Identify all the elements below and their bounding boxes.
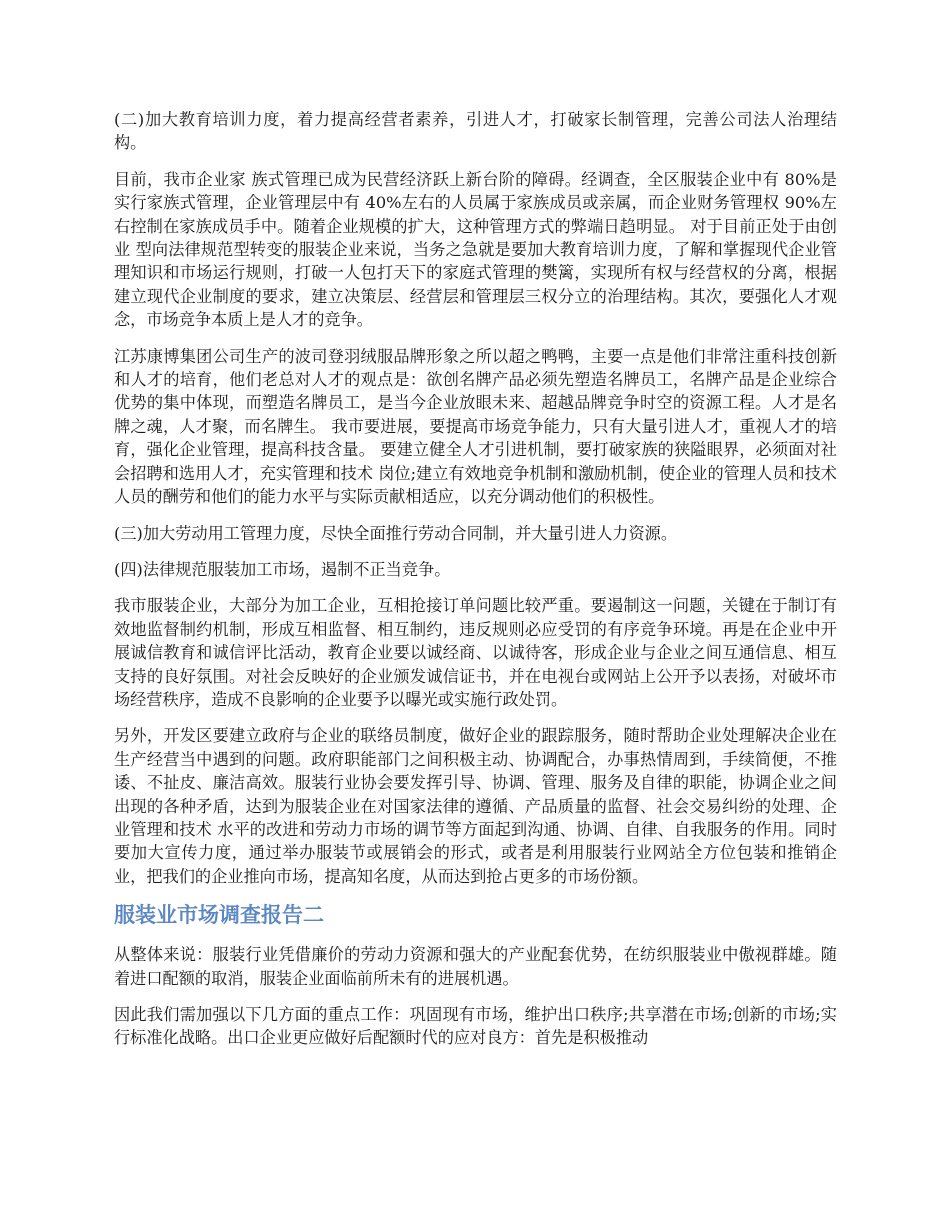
paragraph-key-work: 因此我们需加强以下几方面的重点工作：巩固现有市场，维护出口秩序;共享潜在市场;创新的市场;实行标准化战略。出口企业更应做好后配额时代的应对良方：首先是积极推动: [114, 1005, 837, 1048]
paragraph-talent-example: 江苏康博集团公司生产的波司登羽绒服品牌形象之所以超之鸭鸭，主要一点是他们非常注重科技创新和人才的培育，他们老总对人才的观点是：欲创名牌产品必须先塑造名牌员工，名牌产品是企业综合优势的集中体现，而塑造名牌员工，是当今企业放眼未来、超越品牌竞争时空的资源工程。人才是名牌之魂，人才聚，而名牌生。 我市要进展，要提高市场竞争能力，只有大量引进人才，重视人才的培育，强化企业管理，提高科技含量。 要建立健全人才引进机制，要打破家族的狭隘眼界，必须面对社会招聘和选用人才，充实管理和技术 岗位;建立有效地竞争机制和激励机制，使企业的管理人员和技术 人员的酬劳和他们的能力水平与实际贡献相适应，以充分调动他们的积极性。: [114, 346, 837, 507]
paragraph-liaison-system: 另外，开发区要建立政府与企业的联络员制度，做好企业的跟踪服务，随时帮助企业处理解决企业在生产经营当中遇到的问题。政府职能部门之间积极主动、协调配合，办事热情周到，手续简便，不推诿、不扯皮、廉洁高效。服装行业协会要发挥引导、协调、管理、服务及自律的职能，协调企业之间出现的各种矛盾，达到为服装企业在对国家法律的遵循、产品质量的监督、社会交易纠纷的处理、企业管理和技术 水平的改进和劳动力市场的调节等方面起到沟通、协调、自律、自我服务的作用。同时要加大宣传力度，通过举办服装节或展销会的形式，或者是利用服装行业网站全方位包装和推销企业，把我们的企业推向市场，提高知名度，从而达到抢占更多的市场份额。: [114, 726, 837, 886]
document-body: [114, 108, 837, 1063]
paragraph-overall-view: 从整体来说：服装行业凭借廉价的劳动力资源和强大的产业配套优势，在纺织服装业中傲视群雄。随着进口配额的取消，服装企业面临前所未有的进展机遇。: [114, 945, 837, 988]
paragraph-section-two-title: (二)加大教育培训力度，着力提高经营者素养，引进人才，打破家长制管理，完善公司法人治理结构。: [114, 110, 837, 153]
section-heading: 服装业市场调查报告二: [114, 903, 324, 928]
paragraph-section-four-title: (四)法律规范服装加工市场，遏制不正当竞争。: [114, 559, 451, 579]
paragraph-supervision-mechanism: 我市服装企业，大部分为加工企业，互相抢接订单问题比较严重。要遏制这一问题，关键在于制订有效地监督制约机制，形成互相监督、相互制约，违反规则必应受罚的有序竞争环境。再是在企业中开展诚信教育和诚信评比活动，教育企业要以诚经商、以诚待客，形成企业与企业之间互通信息、相互支持的良好氛围。对社会反映好的企业颁发诚信证书，并在电视台或网站上公开予以表扬，对破坏市场经营秩序，造成不良影响的企业要予以曝光或实施行政处罚。: [114, 596, 837, 709]
paragraph-family-management: 目前，我市企业家 族式管理已成为民营经济跃上新台阶的障碍。经调查，全区服装企业中有 80%是实行家族式管理，企业管理层中有 40%左右的人员属于家族成员或亲属，而企业财务管理权 90%左右控制在家族成员手中。随着企业规模的扩大，这种管理方式的弊端日趋明显。 对于目前正处于由创业 型向法律规范型转变的服装企业来说，当务之急就是要加大教育培训力度，了解和掌握现代企业管理知识和市场运行规则，打破一人包打天下的家庭式管理的樊篱，实现所有权与经营权的分离，根据建立现代企业制度的要求，建立决策层、经营层和管理层三权分立的治理结构。其次，要强化人才观念，市场竞争本质上是人才的竞争。: [114, 169, 837, 330]
paragraph-section-three-title: (三)加大劳动用工管理力度，尽快全面推行劳动合同制，并大量引进人力资源。: [114, 523, 678, 543]
